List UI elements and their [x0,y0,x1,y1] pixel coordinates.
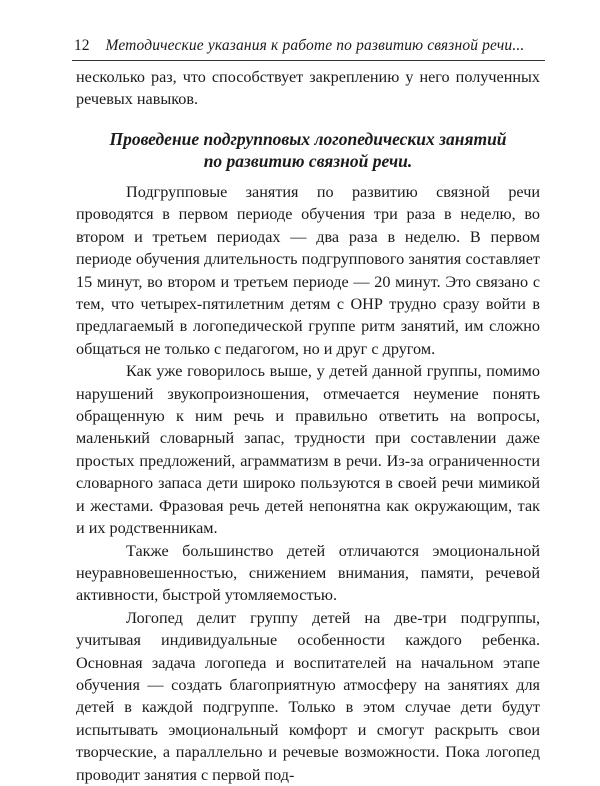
section-body [76,181,540,786]
section-heading-line-2: по развитию связной речи. [203,151,413,171]
intro-paragraph: несколько раз, что способствует закреплению у него полученных речевых навыков. [76,68,540,109]
header-rule [72,60,545,61]
section-heading [76,128,540,172]
running-title: Методические указания к работе по развитию связной речи... [105,37,525,54]
section-heading-line-1: Проведение подгрупповых логопедических занятий [109,129,507,149]
page-number: 12 [74,37,90,54]
body-paragraph-1: Подгрупповые занятия по развитию связной речи проводятся в первом периоде обучения три раза в неделю, во втором и третьем периодах — два раза в неделю. В первом периоде обучения длительность подгруппового занятия составляет 15 минут, во втором и третьем периоде — 20 минут. Это связано с тем, что четырех-пятилетним детям с ОНР трудно сразу войти в предлагаемый в логопедической группе ритм занятий, им сложно общаться не только с педагогом, но и друг с другом. [76,183,540,358]
running-header [74,36,544,56]
body-paragraph-4: Логопед делит группу детей на две-три подгруппы, учитывая индивидуальные особенности каждого ребенка. Основная задача логопеда и воспитателей на начальном этапе обучения — создать благоприятную атмосферу на занятиях для детей в каждой подгруппе. Только в этом случае дети будут испытывать эмоциональный комфорт и смогут раскрыть свои творческие, а параллельно и речевые возможности. Пока логопед проводит занятия с первой под- [76,608,540,784]
body-paragraph-3: Также большинство детей отличаются эмоциональной неуравновешенностью, снижением внимания, памяти, речевой активности, быстрой утомляемостью. [76,541,540,605]
body-paragraph-2: Как уже говорилось выше, у детей данной группы, помимо нарушений звукопроизношения, отмечается неумение понять обращенную к ним речь и правильно ответить на вопросы, маленький словарный запас, трудности при составлении даже простых предложений, аграмматизм в речи. Из-за ограниченности словарного запаса дети широко пользуются в своей речи мимикой и жестами. Фразовая речь детей непонятна как окружающим, так и их родственникам. [76,362,540,538]
